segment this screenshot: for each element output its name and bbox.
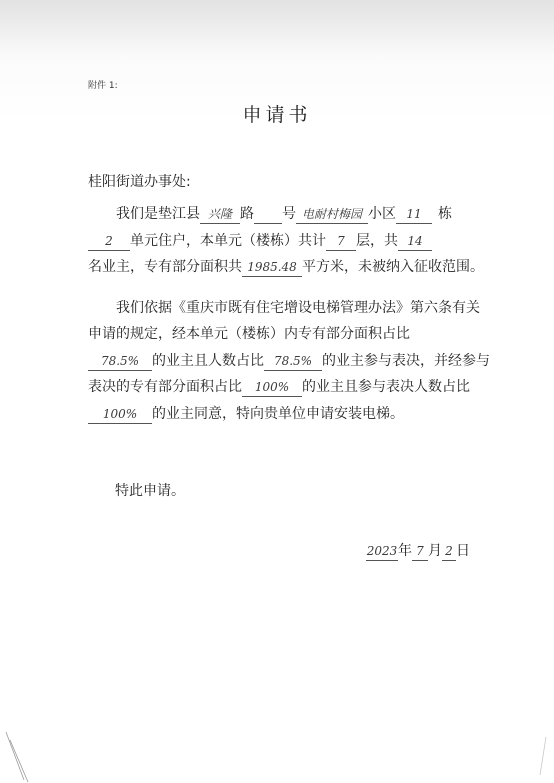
document-body <box>88 201 493 441</box>
date-year: 2023 <box>366 542 398 561</box>
closing-text: 特此申请。 <box>115 483 185 499</box>
date-line: 2023年 7 月 2 日 <box>366 543 470 559</box>
community-field: 电耐村梅园 <box>296 205 368 224</box>
date-day: 2 <box>442 542 456 561</box>
number-field <box>254 205 282 224</box>
unit-field: 2 <box>88 232 130 251</box>
scan-shadow <box>0 0 554 55</box>
vote-area-ratio-field: 100% <box>242 378 302 397</box>
area-ratio-field: 78.5% <box>88 352 152 371</box>
attachment-label: 附件 1: <box>88 81 118 91</box>
date-month: 7 <box>412 542 428 561</box>
building-field: 11 <box>396 205 432 224</box>
area-field: 1985.48 <box>242 258 302 277</box>
paragraph-1: 我们是垫江县 兴隆 路 号 电耐村梅园 小区 11 栋 2 单元住户，本单元（楼栋）共计 7 层，共 14 名业主，专有部分面积共 1985.48 平方米，未被纳入征收范围。 <box>88 206 484 275</box>
addressee: 桂阳街道办事处: <box>88 174 191 190</box>
scan-corner-mark <box>526 737 548 777</box>
paragraph-2: 我们依据《重庆市既有住宅增设电梯管理办法》第六条有关申请的规定，经本单元（楼栋）内专有部分面积占比 78.5% 的业主且人数占比 78.5% 的业主参与表决，并经参与表决的专有部分面积占比 100% 的业主且参与表决人数占比100% 的业主同意，特向贵单位申请安装电梯。 <box>88 299 490 422</box>
people-ratio-field: 78.5% <box>264 352 322 371</box>
floors-field: 7 <box>326 232 356 251</box>
scan-scratch-mark <box>4 730 34 783</box>
owners-field: 14 <box>398 232 432 251</box>
vote-people-ratio-field: 100% <box>88 405 152 424</box>
road-field: 兴隆 <box>200 205 240 224</box>
document-title: 申请书 <box>242 104 312 126</box>
